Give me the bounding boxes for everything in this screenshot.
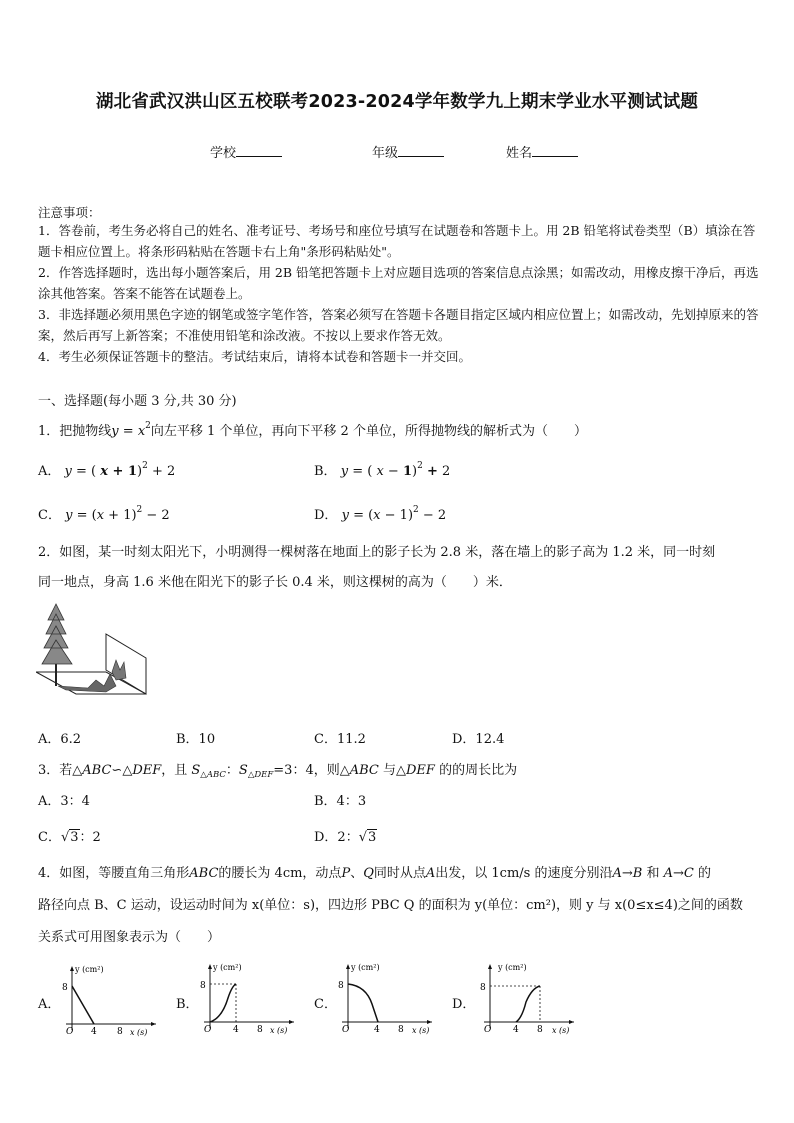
y-axis-label: y (cm²) (213, 963, 242, 972)
option-letter: C． (38, 508, 61, 523)
y-axis-label: y (cm²) (75, 965, 104, 974)
x-tick: 4 (374, 1025, 380, 1035)
question-2-line-1: 2．如图，某一时刻太阳光下，小明测得一棵树落在地面上的影子长为 2.8 米，落在墙上的影子高为 1.2 米，同一时刻 (38, 545, 716, 560)
y-tick: 8 (338, 981, 344, 991)
question-4-line-2: 路径向点 B、C 运动，设运动时间为 x(单位：s)，四边形 PBC Q 的面积为 y(单位：cm²)，则 y 与 x(0≤x≤4)之间的函数 (38, 898, 743, 913)
y-axis-label: y (cm²) (498, 963, 527, 972)
q4-text: 出发，以 1cm/s 的速度分别沿 (435, 866, 613, 881)
x-tick: 8 (117, 1027, 123, 1037)
school-blank (236, 145, 282, 157)
origin-label: O (342, 1025, 350, 1035)
origin-label: O (66, 1027, 74, 1037)
origin-label: O (204, 1025, 212, 1035)
grade-field (372, 142, 444, 161)
x-axis-label: x (s) (552, 1026, 570, 1035)
x-tick: 8 (257, 1025, 263, 1035)
y-tick: 8 (480, 983, 486, 993)
name-field (506, 142, 578, 161)
grade-label: 年级 (372, 146, 399, 161)
q3-option-c[interactable]: C．√3：2 (38, 830, 101, 845)
note-item: 2．作答选择题时，选出每小题答案后，用 2B 铅笔把答题卡上对应题目选项的答案信息点涂黑；如需改动，用橡皮擦干净后，再选涂其他答案。答案不能答在试题卷上。 (38, 265, 759, 301)
option-tail: ：2 (79, 830, 101, 845)
q3-option-d[interactable]: D．2：√3 (314, 830, 377, 845)
x-tick: 4 (233, 1025, 239, 1035)
q2-option-a[interactable]: A．6.2 (38, 732, 82, 747)
q4-graph-b[interactable] (198, 958, 298, 1038)
q1-option-b[interactable]: B． y = ( x − 1)$^2$ + 2 (314, 461, 451, 479)
option-letter: B． (314, 464, 337, 479)
q1-option-a[interactable]: A． y = ( x + 1)$^2$ + 2 (38, 461, 176, 479)
x-axis-label: x (s) (270, 1026, 288, 1035)
x-axis-label: x (s) (130, 1028, 148, 1037)
tree-shadow-figure (36, 600, 152, 700)
notes-heading: 注意事项： (38, 205, 101, 220)
question-4-line-1: 4．如图，等腰直角三角形ABC的腰长为 4cm，动点P、Q同时从点A出发，以 1cm/s 的速度分别沿A→B 和 A→C 的 (38, 866, 711, 881)
q3-pre: 3．若△ (38, 763, 83, 778)
grade-blank (398, 145, 444, 157)
section-heading: 一、选择题(每小题 3 分,共 30 分) (38, 394, 237, 409)
note-item: 3．非选择题必须用黑色字迹的钢笔或签字笔作答，答案必须写在答题卡各题目指定区域内相应位置上；如需改动，先划掉原来的答案，然后再写上新答案；不准使用铅笔和涂改液。不按以上要求作答无效。 (38, 307, 759, 343)
y-axis-label: y (cm²) (351, 963, 380, 972)
name-blank (532, 145, 578, 157)
name-label: 姓名 (506, 146, 533, 161)
y-tick: 8 (62, 983, 68, 993)
q1-option-c[interactable]: C． $y = (x + 1)^2 - 2$ (38, 505, 170, 523)
y-tick: 8 (200, 981, 206, 991)
q4-text: 4．如图，等腰直角三角形 (38, 866, 190, 881)
option-letter: D． (314, 508, 338, 523)
q3-post: 的周长比为 (452, 763, 518, 778)
q3-option-a[interactable]: A．3：4 (38, 794, 90, 809)
q4-option-a-label[interactable]: A． (38, 997, 61, 1012)
question-4-line-3: 关系式可用图象表示为（ ） (38, 930, 221, 945)
x-axis-label: x (s) (412, 1026, 430, 1035)
question-3: 3．若△ABC∽△DEF，且 $S_{\triangle ABC}$：$S_{\triangle DEF}=3$：4，则△ABC 与△DEF 的的周长比为 (38, 763, 518, 780)
note-item: 1．答卷前，考生务必将自己的姓名、准考证号、考场号和座位号填写在试题卷和答题卡上。用 2B 铅笔将试卷类型（B）填涂在答题卡相应位置上。将条形码粘贴在答题卡右上角"条形码粘贴处"。 (38, 223, 756, 259)
q4-graph-d[interactable] (478, 958, 578, 1042)
q3-option-b[interactable]: B．4：3 (314, 794, 367, 809)
q1-option-d[interactable]: D． $y = (x - 1)^2 - 2$ (314, 505, 447, 523)
question-1: 1．把抛物线$y = x^2$向左平移 1 个单位，再向下平移 2 个单位，所得抛物线的解析式为（ ） (38, 421, 587, 439)
option-letter: A． (38, 464, 61, 479)
option-letter: D．2： (314, 830, 359, 845)
x-tick: 8 (537, 1025, 543, 1035)
origin-label: O (484, 1025, 492, 1035)
note-item: 4．考生必须保证答题卡的整洁。考试结束后，请将本试卷和答题卡一并交回。 (38, 349, 471, 364)
q4-option-d-label[interactable]: D． (452, 997, 476, 1012)
x-tick: 8 (398, 1025, 404, 1035)
q1-post: 向左平移 1 个单位，再向下平移 2 个单位，所得抛物线的解析式为（ ） (150, 424, 587, 439)
q4-option-c-label[interactable]: C． (314, 997, 337, 1012)
question-2-line-2: 同一地点，身高 1.6 米他在阳光下的影子长 0.4 米，则这棵树的高为（ ）米． (38, 575, 512, 590)
q4-text: 同时从点 (373, 866, 426, 881)
q2-option-d[interactable]: D．12.4 (452, 732, 505, 747)
q2-option-b[interactable]: B．10 (176, 732, 216, 747)
q4-graph-c[interactable] (336, 958, 436, 1038)
q1-pre: 1．把抛物线 (38, 424, 112, 439)
x-tick: 4 (513, 1025, 519, 1035)
school-label: 学校 (210, 146, 237, 161)
page-title: 湖北省武汉洪山区五校联考2023-2024学年数学九上期末学业水平测试试题 (95, 92, 699, 112)
option-letter: C． (38, 830, 61, 845)
q4-graph-a[interactable] (60, 960, 160, 1040)
q4-option-b-label[interactable]: B． (176, 997, 199, 1012)
x-tick: 4 (91, 1027, 97, 1037)
school-field (210, 142, 282, 161)
q2-option-c[interactable]: C．11.2 (314, 732, 366, 747)
q4-text: 的腰长为 4cm，动点 (218, 866, 342, 881)
